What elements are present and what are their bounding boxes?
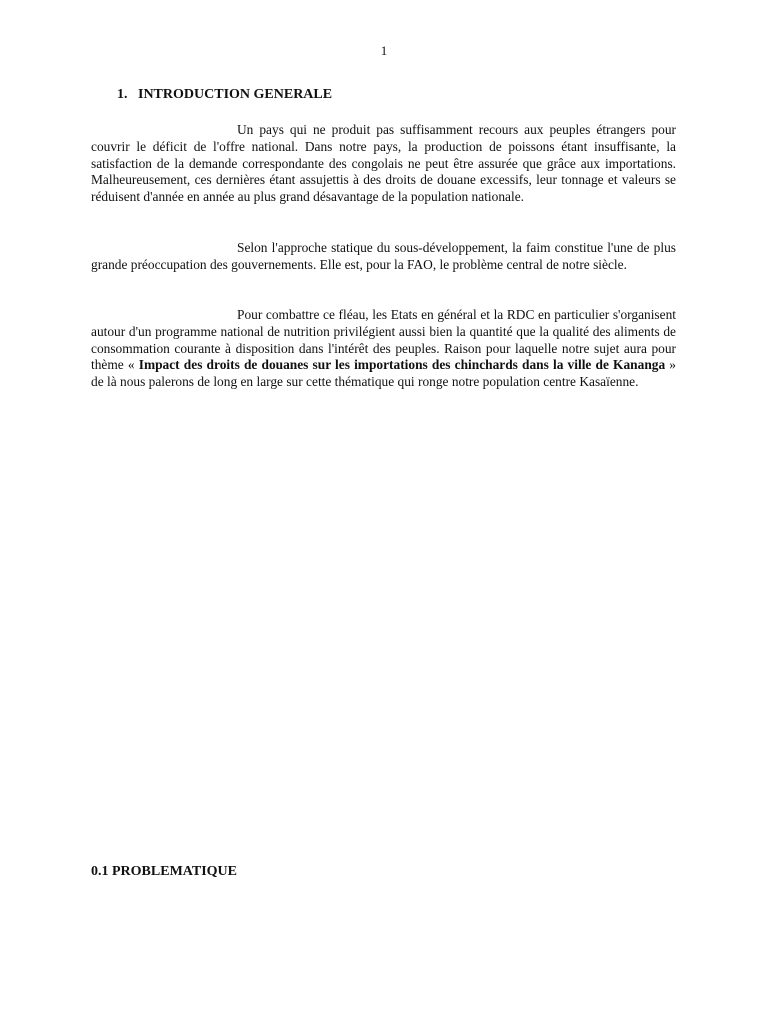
page-number: 1 — [380, 43, 388, 58]
paragraph-1: Un pays qui ne produit pas suffisamment recours aux peuples étrangers pour couvrir le déficit de l'offre national. Dans notre pays, la production de poissons étant insuffisante, la satisfaction de la demande correspondante des congolais ne peut être assurée que grâce aux importations. Malheureusement, ces dernières étant assujettis à des droits de douane excessifs, leur tonnage et valeurs se réduisent d'année en année au plus grand désavantage de la population nationale. — [91, 122, 676, 205]
section-number: 1. — [117, 87, 128, 102]
paragraph-3-theme-bold: Impact des droits de douanes sur les importations des chinchards dans la ville de Kananga — [138, 357, 666, 373]
paragraph-2: Selon l'approche statique du sous-développement, la faim constitue l'une de plus grande préoccupation des gouvernements. Elle est, pour la FAO, le problème central de notre siècle. — [91, 240, 676, 272]
paragraph-3-text-start: Pour combattre ce fléau, les Etats en général et la RDC en particulier s'organisent autour d'un programme national de nutrition privilégient aussi bien la quantité que la qualité des aliments de consommation courante à disposition dans l'intérêt des peuples. Raison pour laquelle notre sujet aura pour thème « — [91, 307, 676, 373]
section-heading-problematique: 0.1 PROBLEMATIQUE — [91, 864, 237, 879]
paragraph-3-text-end: » de là nous palerons de long en large sur cette thématique qui ronge notre population centre Kasaïenne. — [91, 357, 677, 390]
section-heading-introduction — [117, 87, 332, 103]
section-title: INTRODUCTION GENERALE — [138, 87, 333, 102]
paragraph-3 — [91, 307, 676, 391]
